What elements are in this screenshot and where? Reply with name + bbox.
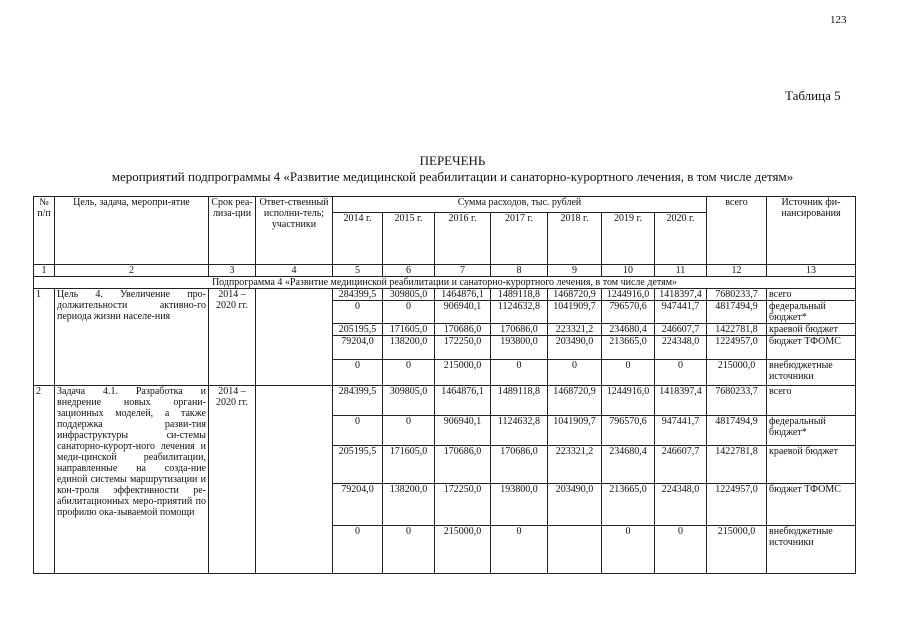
amount-cell: 138200,0 xyxy=(383,484,435,526)
amount-cell: 172250,0 xyxy=(435,336,491,360)
amount-cell: 906940,1 xyxy=(435,416,491,446)
amount-cell: 170686,0 xyxy=(491,446,548,484)
amount-cell: 947441,7 xyxy=(655,301,707,324)
amount-cell: 0 xyxy=(602,360,655,386)
amount-cell: 223321,2 xyxy=(548,324,602,336)
amount-cell: 170686,0 xyxy=(435,324,491,336)
page-number: 123 xyxy=(830,14,847,26)
header-total: всего xyxy=(707,197,767,265)
row-responsible xyxy=(256,289,333,386)
amount-cell: 0 xyxy=(333,301,383,324)
amount-cell: 284399,5 xyxy=(333,386,383,416)
column-number: 8 xyxy=(491,265,548,277)
amount-cell: 0 xyxy=(333,526,383,574)
amount-cell: 1418397,4 xyxy=(655,289,707,301)
amount-cell: 171605,0 xyxy=(383,446,435,484)
row-responsible xyxy=(256,386,333,574)
amount-cell: 1464876,1 xyxy=(435,386,491,416)
amount-cell: 234680,4 xyxy=(602,324,655,336)
amount-cell: 246607,7 xyxy=(655,324,707,336)
column-number: 2 xyxy=(55,265,209,277)
amount-cell: 309805,0 xyxy=(383,289,435,301)
amount-cell: 138200,0 xyxy=(383,336,435,360)
amount-cell: 284399,5 xyxy=(333,289,383,301)
row-goal: Задача 4.1. Разработка и внедрение новых органи-зационных моделей, а также поддержка разви-тия инфраструктуры си-стемы санаторно-курорт-ного лечения и меди-цинской реабилитации, направленные на созда-ние единой системы маршрутизации и кон-троля эффективности ре-абилитационных меро-приятий по профилю ока-зываемой помощи xyxy=(55,386,209,574)
amount-cell: 0 xyxy=(383,360,435,386)
column-number: 5 xyxy=(333,265,383,277)
total-cell: 1224957,0 xyxy=(707,336,767,360)
column-number: 11 xyxy=(655,265,707,277)
header-year: 2018 г. xyxy=(548,213,602,265)
row-term: 2014 – 2020 гг. xyxy=(209,289,256,386)
header-year: 2017 г. xyxy=(491,213,548,265)
amount-cell: 172250,0 xyxy=(435,484,491,526)
total-cell: 7680233,7 xyxy=(707,386,767,416)
amount-cell: 947441,7 xyxy=(655,416,707,446)
document-subtitle: мероприятий подпрограммы 4 «Развитие медицинской реабилитации и санаторно-курортного лечения, в том числе детям» xyxy=(111,169,794,184)
amount-cell: 1244916,0 xyxy=(602,386,655,416)
amount-cell: 1489118,8 xyxy=(491,289,548,301)
amount-cell: 170686,0 xyxy=(435,446,491,484)
total-cell: 215000,0 xyxy=(707,526,767,574)
total-cell: 7680233,7 xyxy=(707,289,767,301)
amount-cell: 0 xyxy=(655,526,707,574)
amount-cell: 171605,0 xyxy=(383,324,435,336)
total-cell: 1224957,0 xyxy=(707,484,767,526)
amount-cell: 224348,0 xyxy=(655,336,707,360)
amount-cell: 215000,0 xyxy=(435,526,491,574)
column-number: 3 xyxy=(209,265,256,277)
total-cell: 4817494,9 xyxy=(707,416,767,446)
amount-cell: 0 xyxy=(383,526,435,574)
amount-cell: 0 xyxy=(655,360,707,386)
amount-cell: 0 xyxy=(333,360,383,386)
header-year: 2019 г. xyxy=(602,213,655,265)
header-year: 2015 г. xyxy=(383,213,435,265)
amount-cell: 215000,0 xyxy=(435,360,491,386)
source-cell: федеральный бюджет* xyxy=(767,416,856,446)
total-cell: 1422781,8 xyxy=(707,324,767,336)
amount-cell: 1468720,9 xyxy=(548,289,602,301)
amount-cell: 213665,0 xyxy=(602,484,655,526)
expenditure-table xyxy=(33,196,856,574)
amount-cell: 796570,6 xyxy=(602,301,655,324)
total-cell: 215000,0 xyxy=(707,360,767,386)
amount-cell: 1041909,7 xyxy=(548,301,602,324)
column-number: 13 xyxy=(767,265,856,277)
header-year: 2016 г. xyxy=(435,213,491,265)
table-row xyxy=(34,289,856,301)
amount-cell: 0 xyxy=(491,526,548,574)
amount-cell: 193800,0 xyxy=(491,336,548,360)
column-number-row xyxy=(34,265,856,277)
amount-cell: 1418397,4 xyxy=(655,386,707,416)
amount-cell: 0 xyxy=(383,301,435,324)
amount-cell: 1489118,8 xyxy=(491,386,548,416)
column-number: 9 xyxy=(548,265,602,277)
source-cell: внебюджетные источники xyxy=(767,526,856,574)
source-cell: федеральный бюджет* xyxy=(767,301,856,324)
row-number: 1 xyxy=(34,289,55,386)
header-year: 2020 г. xyxy=(655,213,707,265)
column-number: 7 xyxy=(435,265,491,277)
amount-cell: 205195,5 xyxy=(333,446,383,484)
amount-cell: 0 xyxy=(602,526,655,574)
column-number: 4 xyxy=(256,265,333,277)
amount-cell: 193800,0 xyxy=(491,484,548,526)
amount-cell: 213665,0 xyxy=(602,336,655,360)
amount-cell: 0 xyxy=(383,416,435,446)
subprogram-title: Подпрограмма 4 «Развитие медицинской реабилитации и санаторно-курортного лечения, в том числе детям» xyxy=(34,277,856,289)
header-source: Источник фи-нансирования xyxy=(767,197,856,265)
amount-cell: 906940,1 xyxy=(435,301,491,324)
source-cell: бюджет ТФОМС xyxy=(767,484,856,526)
source-cell: бюджет ТФОМС xyxy=(767,336,856,360)
header-num: № п/п xyxy=(34,197,55,265)
amount-cell: 234680,4 xyxy=(602,446,655,484)
amount-cell: 796570,6 xyxy=(602,416,655,446)
amount-cell: 79204,0 xyxy=(333,336,383,360)
source-cell: краевой бюджет xyxy=(767,446,856,484)
amount-cell: 0 xyxy=(491,360,548,386)
amount-cell: 246607,7 xyxy=(655,446,707,484)
source-cell: всего xyxy=(767,289,856,301)
amount-cell: 203490,0 xyxy=(548,484,602,526)
amount-cell: 223321,2 xyxy=(548,446,602,484)
source-cell: внебюджетные источники xyxy=(767,360,856,386)
table-label: Таблица 5 xyxy=(785,88,841,103)
amount-cell: 1124632,8 xyxy=(491,416,548,446)
column-number: 12 xyxy=(707,265,767,277)
amount-cell: 1244916,0 xyxy=(602,289,655,301)
amount-cell: 0 xyxy=(548,360,602,386)
amount-cell: 1041909,7 xyxy=(548,416,602,446)
column-number: 10 xyxy=(602,265,655,277)
amount-cell: 309805,0 xyxy=(383,386,435,416)
amount-cell: 79204,0 xyxy=(333,484,383,526)
amount-cell: 170686,0 xyxy=(491,324,548,336)
total-cell: 4817494,9 xyxy=(707,301,767,324)
column-number: 6 xyxy=(383,265,435,277)
amount-cell xyxy=(548,526,602,574)
amount-cell: 0 xyxy=(333,416,383,446)
total-cell: 1422781,8 xyxy=(707,446,767,484)
header-term: Срок реа-лиза-ции xyxy=(209,197,256,265)
row-goal: Цель 4. Увеличение про-должительности активно-го периода жизни населе-ния xyxy=(55,289,209,386)
column-number: 1 xyxy=(34,265,55,277)
row-number: 2 xyxy=(34,386,55,574)
source-cell: всего xyxy=(767,386,856,416)
amount-cell: 1464876,1 xyxy=(435,289,491,301)
header-sum: Сумма расходов, тыс. рублей xyxy=(333,197,707,213)
amount-cell: 1468720,9 xyxy=(548,386,602,416)
document-title: ПЕРЕЧЕНЬ xyxy=(419,153,486,168)
row-term: 2014 – 2020 гг. xyxy=(209,386,256,574)
header-year: 2014 г. xyxy=(333,213,383,265)
source-cell: краевой бюджет xyxy=(767,324,856,336)
amount-cell: 203490,0 xyxy=(548,336,602,360)
header-responsible: Ответ-ственный исполни-тель; участники xyxy=(256,197,333,265)
amount-cell: 205195,5 xyxy=(333,324,383,336)
table-row xyxy=(34,386,856,416)
header-goal: Цель, задача, меропри-ятие xyxy=(55,197,209,265)
amount-cell: 1124632,8 xyxy=(491,301,548,324)
amount-cell: 224348,0 xyxy=(655,484,707,526)
